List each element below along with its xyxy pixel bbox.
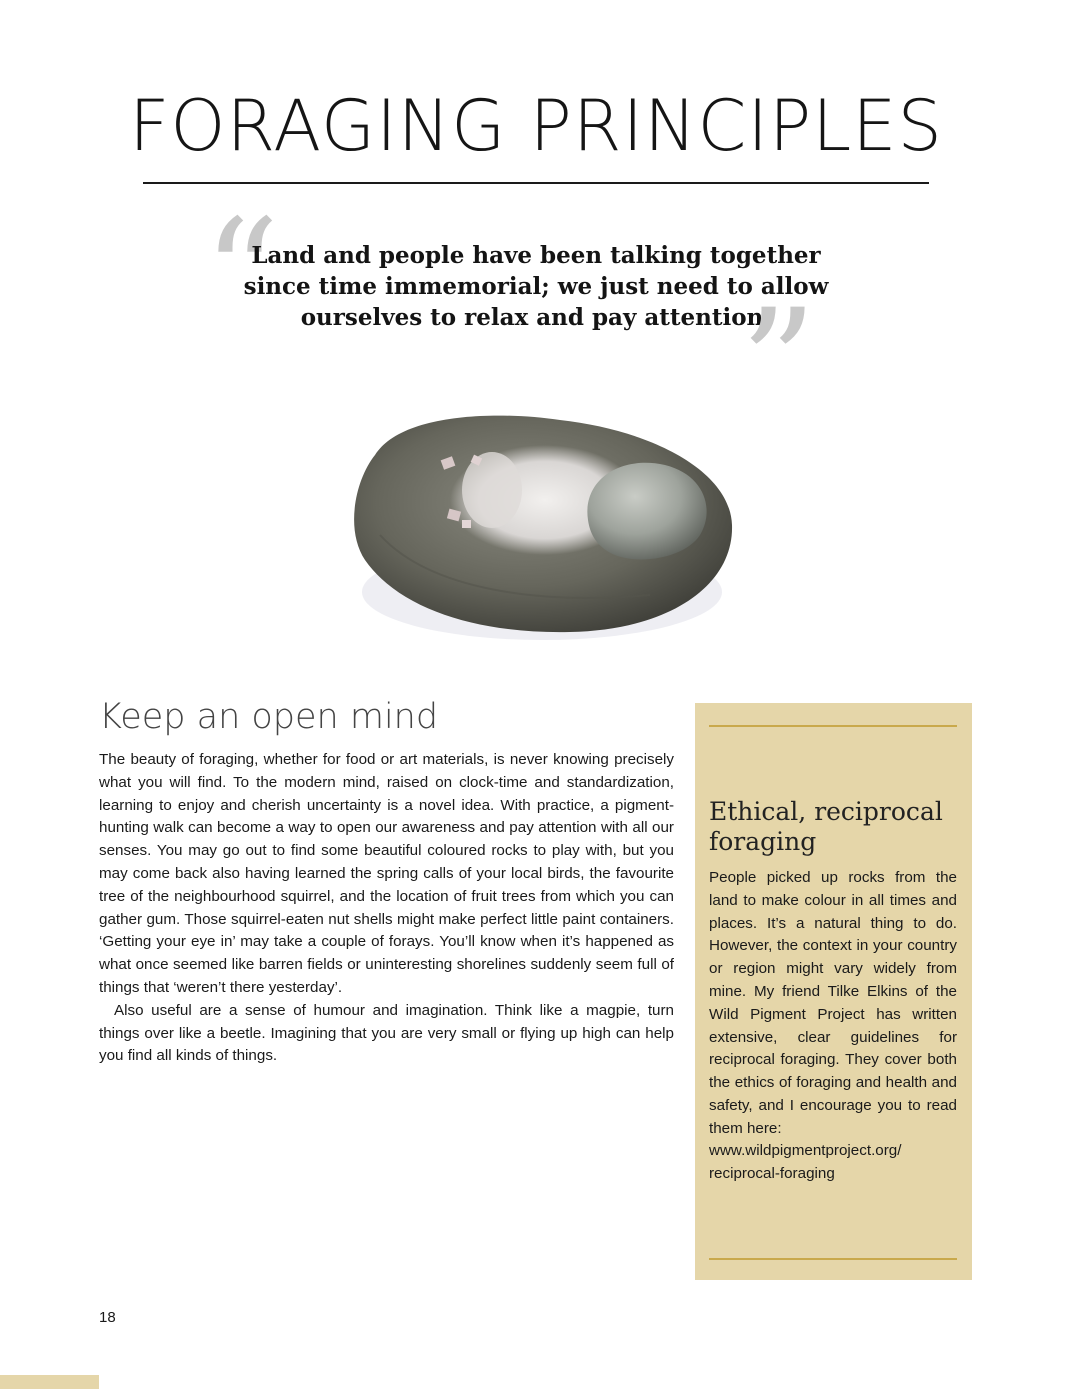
body-paragraph: Also useful are a sense of humour and imagination. Think like a magpie, turn things over like a beetle. Imagining that you are very small or flying up high can help you find all kinds of things. — [99, 1001, 674, 1065]
sidebar-text: People picked up rocks from the land to make colour in all times and places. It’s a natural thing to do. However, the context in your country or region might vary widely from mine. My friend Tilke Elkins of the Wild Pigment Project has written extensive, clear guidelines for reciprocal foraging. They cover both the ethics of foraging and health and safety, and I encourage you to read them here: — [709, 869, 957, 1137]
close-quote-mark: ” — [740, 278, 817, 452]
page-title: FORAGING PRINCIPLES — [129, 85, 943, 167]
sidebar-top-rule — [709, 725, 957, 727]
title-divider — [143, 182, 929, 184]
sidebar-box — [695, 703, 972, 1280]
sidebar-link[interactable] — [709, 1140, 957, 1186]
body-text — [99, 749, 674, 1068]
stone-mortar-and-pestle-image — [320, 360, 750, 670]
sidebar-link-line: reciprocal-foraging — [709, 1164, 835, 1182]
sidebar-heading: Ethical, reciprocal foraging — [709, 797, 943, 856]
body-paragraph: The beauty of foraging, whether for food or art materials, is never knowing precisely what you will find. To the modern mind, raised on clock-time and standardization, learning to enjoy and cherish uncertainty is a novel idea. With practice, a pigment-hunting walk can become a way to open our awareness and pay attention with all our senses. You may go out to find some beautiful coloured rocks to play with, but you may come back also having learned the spring calls of your local birds, the favourite tree of the neighbourhood squirrel, and the location of fruit trees from which you can gather gum. Those squirrel-eaten nut shells might make perfect little paint containers. ‘Getting your eye in’ may take a couple of forays. You’ll know when it’s happened as what once seemed like barren fields or uninteresting shorelines suddenly seem full of things that ‘weren’t there yesterday’. — [99, 751, 674, 996]
page-number: 18 — [99, 1309, 116, 1326]
sidebar-link-line: www.wildpigmentproject.org/ — [709, 1142, 902, 1159]
corner-accent-bar — [0, 1375, 99, 1389]
open-quote-mark: “ — [203, 188, 280, 362]
pull-quote: Land and people have been talking together since time immemorial; we just need to allow ourselves to relax and pay attention. — [243, 242, 829, 331]
section-heading: Keep an open mind — [99, 697, 439, 737]
sidebar-bottom-rule — [709, 1258, 957, 1260]
